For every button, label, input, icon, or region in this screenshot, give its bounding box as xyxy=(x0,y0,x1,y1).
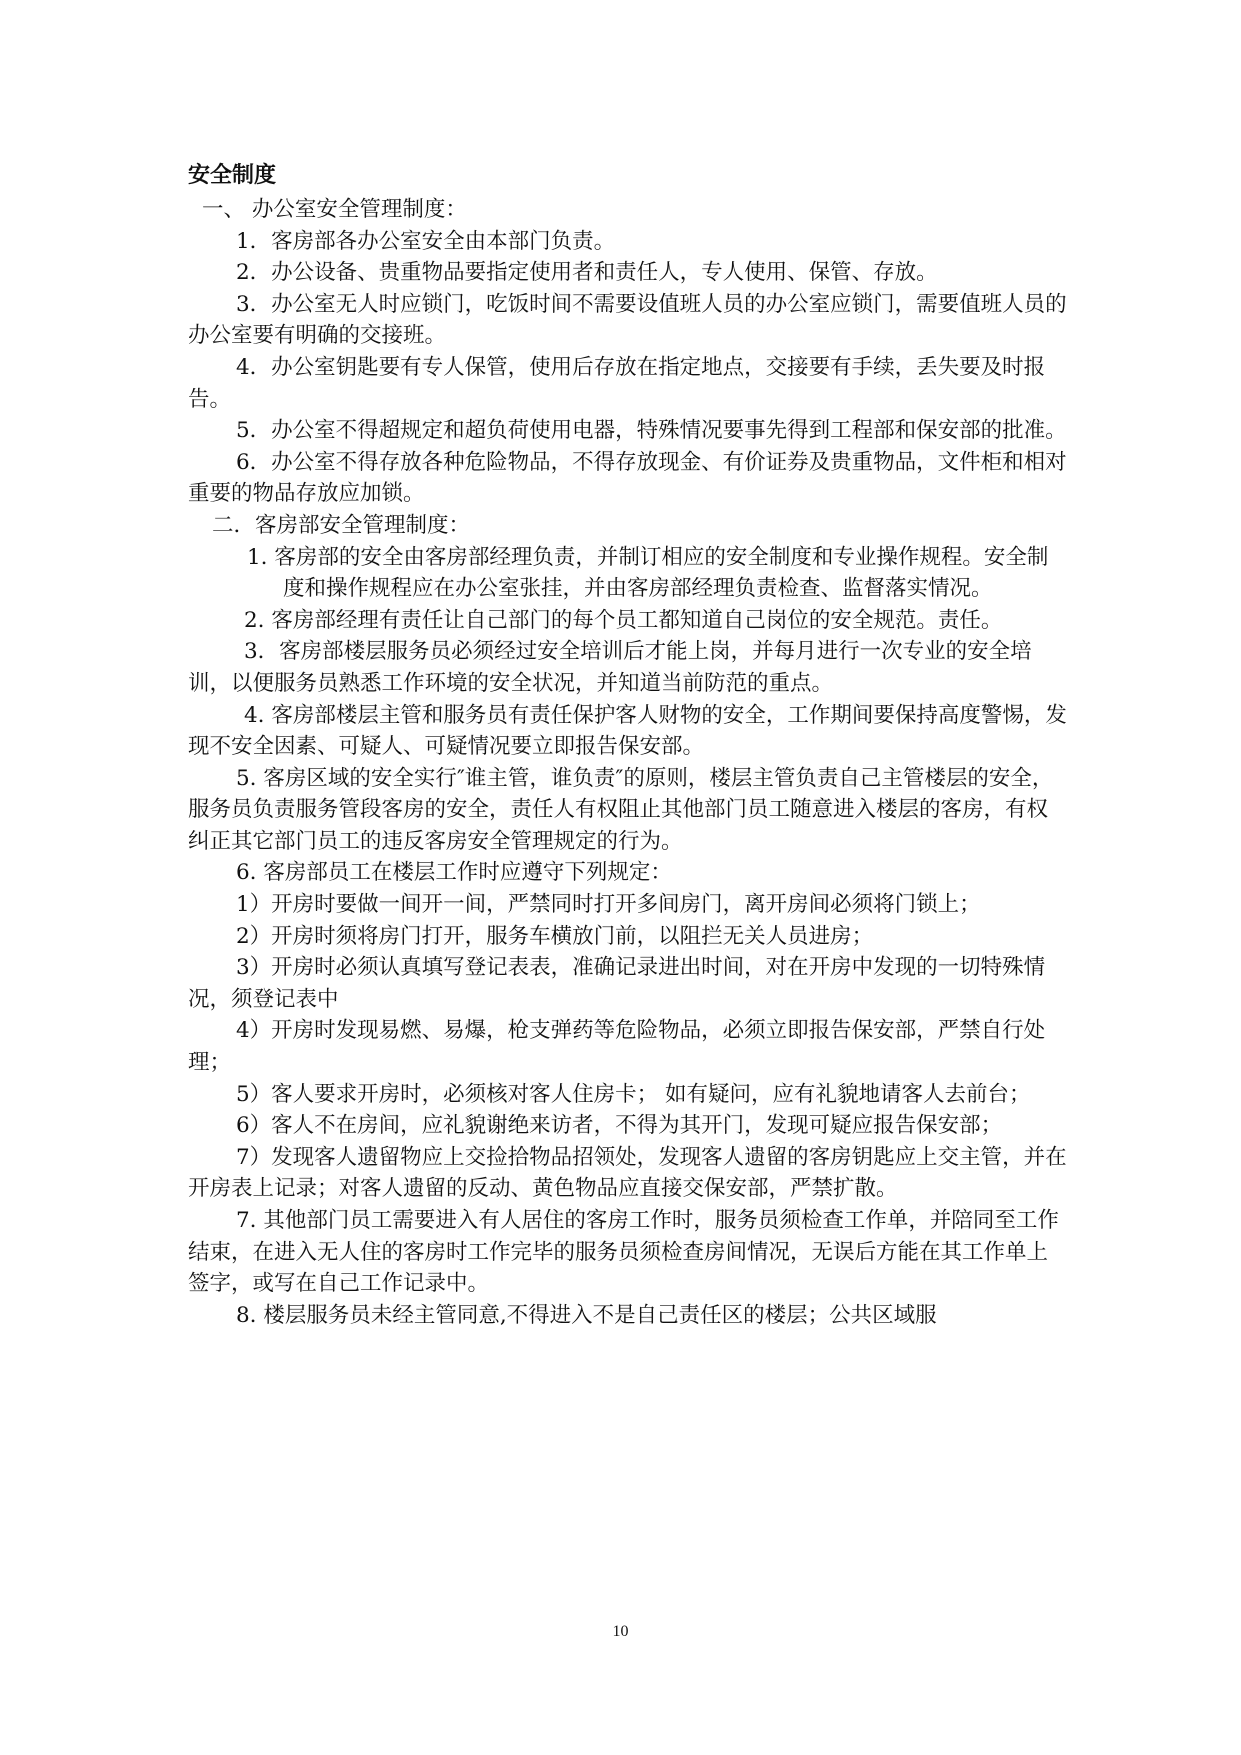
list-item: 4）开房时发现易燃、易爆，枪支弹药等危险物品，必须立即报告保安部，严禁自行处理； xyxy=(188,1018,1046,1076)
paragraph: 4．办公室钥匙要有专人保管，使用后存放在指定地点，交接要有手续，丢失要及时报告。 xyxy=(188,354,1046,412)
paragraph: 3．办公室无人时应锁门，吃饭时间不需要设值班人员的办公室应锁门，需要值班人员的办公室要有明确的交接班。 xyxy=(188,291,1067,349)
list-item: 1）开房时要做一间开一间，严禁同时打开多间房门，离开房间必须将门锁上； xyxy=(236,892,981,918)
paragraph: 6. 客房部员工在楼层工作时应遵守下列规定： xyxy=(236,860,672,886)
paragraph: 2．办公设备、贵重物品要指定使用者和责任人，专人使用、保管、存放。 xyxy=(236,260,938,286)
paragraph: 1．客房部各办公室安全由本部门负责。 xyxy=(236,228,616,254)
paragraph: 7. 其他部门员工需要进入有人居住的客房工作时，服务员须检查工作单，并陪同至工作结束，在进入无人住的客房时工作完毕的服务员须检查房间情况，无误后方能在其工作单上签字，或写在自己工作记录中。 xyxy=(188,1208,1059,1297)
paragraph: 4. 客房部楼层主管和服务员有责任保护客人财物的安全，工作期间要保持高度警惕，发现不安全因素、可疑人、可疑情况要立即报告保安部。 xyxy=(188,702,1067,760)
list-item: 7）发现客人遗留物应上交捡拾物品招领处，发现客人遗留的客房钥匙应上交主管，并在开房表上记录；对客人遗留的反动、黄色物品应直接交保安部，严禁扩散。 xyxy=(188,1144,1067,1202)
list-item: 5）客人要求开房时，必须核对客人住房卡； 如有疑问，应有礼貌地请客人去前台； xyxy=(236,1081,1031,1107)
section-heading-office: 一、 办公室安全管理制度： xyxy=(202,197,467,222)
document-body xyxy=(188,160,1068,1331)
paragraph: 6．办公室不得存放各种危险物品，不得存放现金、有价证券及贵重物品，文件柜和相对重要的物品存放应加锁。 xyxy=(188,449,1067,507)
list-item: 2）开房时须将房门打开，服务车横放门前，以阻拦无关人员进房； xyxy=(236,923,874,949)
paragraph: 8. 楼层服务员未经主管同意,不得进入不是自己责任区的楼层；公共区域服 xyxy=(236,1302,937,1328)
page-number: 10 xyxy=(612,1623,629,1640)
paragraph: 3．客房部楼层服务员必须经过安全培训后才能上岗，并每月进行一次专业的安全培训，以便服务员熟悉工作环境的安全状况，并知道当前防范的重点。 xyxy=(188,639,1032,696)
paragraph: 5．办公室不得超规定和超负荷使用电器，特殊情况要事先得到工程部和保安部的批准。 xyxy=(236,418,1067,444)
paragraph: 2. 客房部经理有责任让自己部门的每个员工都知道自己岗位的安全规范。责任。 xyxy=(244,607,1003,633)
document-title: 安全制度 xyxy=(188,163,277,188)
list-item: 6）客人不在房间，应礼貌谢绝来访者，不得为其开门，发现可疑应报告保安部； xyxy=(236,1113,1003,1139)
paragraph: 1. 客房部的安全由客房部经理负责，并制订相应的安全制度和专业操作规程。安全制度和操作规程应在办公室张挂，并由客房部经理负责检查、监督落实情况。 xyxy=(247,544,1049,602)
paragraph: 5. 客房区域的安全实行″谁主管，谁负责″的原则，楼层主管负责自己主管楼层的安全，服务员负责服务管段客房的安全，责任人有权阻止其他部门员工随意进入楼层的客房，有权纠正其它部门员工的违反客房安全管理规定的行为。 xyxy=(188,765,1054,854)
list-item: 3）开房时必须认真填写登记表表，准确记录进出时间，对在开房中发现的一切特殊情况，须登记表中 xyxy=(188,955,1046,1012)
section-heading-housekeeping: 二．客房部安全管理制度： xyxy=(212,512,471,538)
